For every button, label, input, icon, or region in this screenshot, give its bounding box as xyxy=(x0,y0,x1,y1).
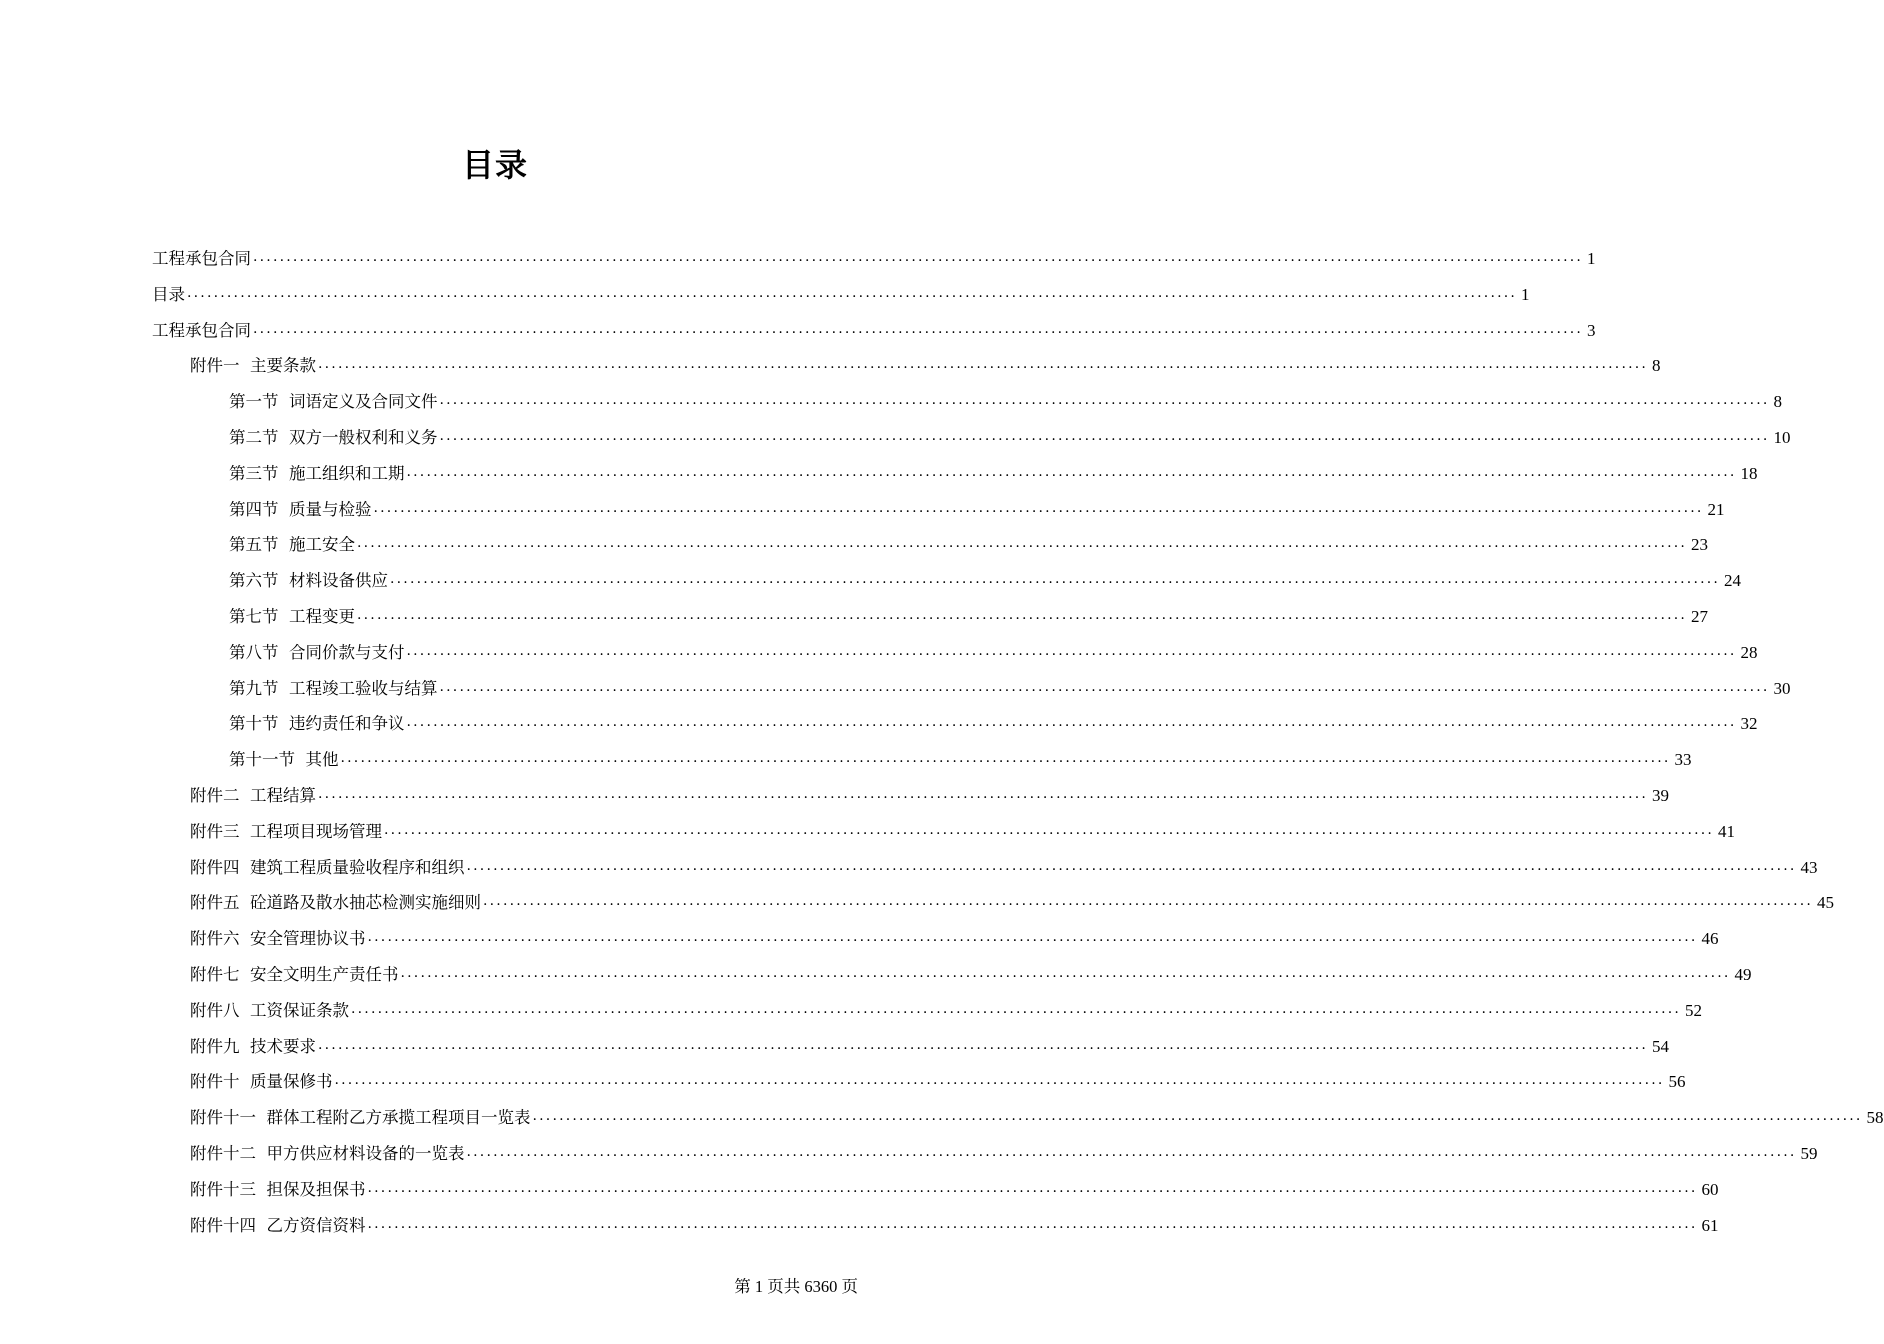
toc-entry-label: 目录 xyxy=(152,284,185,304)
toc-entry-page-number: 59 xyxy=(1800,1144,1818,1163)
toc-leader-dots: ........................................................................................................................................................................................................ xyxy=(466,1144,1797,1160)
toc-entry[interactable] xyxy=(190,347,1661,377)
toc-entry-page-number: 46 xyxy=(1701,929,1719,949)
toc-leader-dots: ........................................................................................................................................................................................................ xyxy=(532,1108,1863,1125)
toc-leader-dots: ........................................................................................................................................................................................................ xyxy=(384,821,1715,838)
toc-entry-label: 工程承包合同 xyxy=(152,320,251,340)
toc-entry-page-number: 3 xyxy=(1587,320,1596,340)
toc-entry[interactable] xyxy=(190,956,1752,986)
toc-entry-label: 附件五 砼道路及散水抽芯检测实施细则 xyxy=(190,893,481,913)
toc-entry-page-number: 23 xyxy=(1691,535,1709,555)
toc-entry-page-number: 24 xyxy=(1724,571,1742,591)
toc-entry-label: 附件十二 甲方供应材料设备的一览表 xyxy=(190,1144,465,1163)
toc-entry[interactable] xyxy=(190,884,1835,914)
toc-entry[interactable] xyxy=(229,562,1742,592)
toc-entry-label: 附件四 建筑工程质量验收程序和组织 xyxy=(190,857,465,877)
toc-entry-page-number: 27 xyxy=(1691,607,1709,626)
toc-entry[interactable] xyxy=(152,276,1530,306)
toc-entry-label: 附件十一 群体工程附乙方承揽工程项目一览表 xyxy=(190,1108,531,1128)
toc-entry-label: 第十节 违约责任和争议 xyxy=(229,714,405,734)
toc-leader-dots: ........................................................................................................................................................................................................ xyxy=(373,499,1704,516)
toc-entry[interactable] xyxy=(229,383,1783,413)
toc-entry-label: 附件十三 担保及担保书 xyxy=(190,1179,366,1199)
toc-entry-page-number: 1 xyxy=(1587,249,1596,268)
toc-leader-dots: ........................................................................................................................................................................................................ xyxy=(318,1036,1649,1053)
toc-leader-dots: ........................................................................................................................................................................................................ xyxy=(439,678,1770,695)
toc-entry-label: 附件二 工程结算 xyxy=(190,786,316,805)
toc-leader-dots: ........................................................................................................................................................................................................ xyxy=(318,786,1649,802)
toc-entry[interactable] xyxy=(190,1171,1719,1201)
toc-entry[interactable] xyxy=(229,526,1709,556)
toc-entry[interactable] xyxy=(229,491,1725,521)
page-title: 目录 xyxy=(461,146,528,184)
toc-entry[interactable] xyxy=(190,1135,1818,1165)
toc-entry-page-number: 28 xyxy=(1740,642,1758,662)
toc-entry-label: 第六节 材料设备供应 xyxy=(229,571,388,591)
toc-entry-page-number: 18 xyxy=(1740,463,1758,483)
toc-leader-dots: ........................................................................................................................................................................................................ xyxy=(483,893,1814,910)
toc-entry-page-number: 45 xyxy=(1817,893,1835,913)
toc-entry[interactable] xyxy=(190,849,1818,879)
toc-leader-dots: ........................................................................................................................................................................................................ xyxy=(357,535,1688,552)
toc-entry[interactable] xyxy=(229,670,1791,700)
toc-entry-label: 第九节 工程竣工验收与结算 xyxy=(229,678,438,698)
toc-entry-label: 附件十四 乙方资信资料 xyxy=(190,1215,366,1235)
toc-entry-page-number: 43 xyxy=(1800,857,1818,877)
toc-entry-label: 第十一节 其他 xyxy=(229,750,339,770)
toc-leader-dots: ........................................................................................................................................................................................................ xyxy=(439,428,1770,444)
toc-entry[interactable] xyxy=(190,992,1703,1022)
toc-entry-page-number: 52 xyxy=(1685,1000,1703,1020)
toc-entry-label: 第三节 施工组织和工期 xyxy=(229,463,405,483)
toc-entry[interactable] xyxy=(190,777,1670,807)
toc-entry[interactable] xyxy=(190,1099,1884,1129)
toc-entry[interactable] xyxy=(229,419,1791,449)
toc-leader-dots: ........................................................................................................................................................................................................ xyxy=(340,750,1671,767)
toc-entry[interactable] xyxy=(229,455,1758,485)
toc-entry-page-number: 21 xyxy=(1707,499,1725,519)
toc-leader-dots: ........................................................................................................................................................................................................ xyxy=(367,1215,1698,1232)
toc-entry-page-number: 54 xyxy=(1652,1036,1670,1056)
toc-entry-page-number: 56 xyxy=(1668,1072,1686,1092)
toc-entry-label: 附件七 安全文明生产责任书 xyxy=(190,965,399,984)
toc-leader-dots: ........................................................................................................................................................................................................ xyxy=(367,1179,1698,1196)
toc-leader-dots: ........................................................................................................................................................................................................ xyxy=(406,714,1737,731)
toc-entry[interactable] xyxy=(190,920,1719,950)
toc-entry-label: 第五节 施工安全 xyxy=(229,535,355,555)
toc-entry-label: 第七节 工程变更 xyxy=(229,607,355,626)
toc-entry[interactable] xyxy=(190,1028,1670,1058)
toc-entry-label: 附件六 安全管理协议书 xyxy=(190,929,366,949)
toc-entry-label: 附件一 主要条款 xyxy=(190,356,316,376)
toc-entry[interactable] xyxy=(229,634,1758,664)
toc-entry[interactable] xyxy=(229,741,1692,771)
toc-entry-page-number: 49 xyxy=(1734,965,1752,984)
toc-entry-page-number: 10 xyxy=(1773,428,1791,447)
toc-leader-dots: ........................................................................................................................................................................................................ xyxy=(351,1000,1682,1017)
toc-leader-dots: ........................................................................................................................................................................................................ xyxy=(187,284,1518,301)
toc-entry-page-number: 39 xyxy=(1652,786,1670,805)
toc-leader-dots: ........................................................................................................................................................................................................ xyxy=(406,642,1737,659)
toc-entry-page-number: 41 xyxy=(1718,821,1736,841)
toc-leader-dots: ........................................................................................................................................................................................................ xyxy=(400,965,1731,981)
toc-leader-dots: ........................................................................................................................................................................................................ xyxy=(253,320,1584,337)
toc-entry-label: 工程承包合同 xyxy=(152,249,251,268)
toc-entry[interactable] xyxy=(229,598,1709,628)
toc-leader-dots: ........................................................................................................................................................................................................ xyxy=(367,929,1698,946)
toc-entry-label: 附件十 质量保修书 xyxy=(190,1072,333,1092)
toc-entry-page-number: 1 xyxy=(1521,284,1530,304)
toc-entry-page-number: 8 xyxy=(1773,392,1783,412)
toc-entry[interactable] xyxy=(152,312,1596,342)
toc-entry-page-number: 58 xyxy=(1866,1108,1884,1128)
toc-entry-page-number: 33 xyxy=(1674,750,1692,770)
toc-entry-label: 第八节 合同价款与支付 xyxy=(229,642,405,662)
toc-leader-dots: ........................................................................................................................................................................................................ xyxy=(334,1072,1665,1089)
toc-entry[interactable] xyxy=(229,705,1758,735)
toc-leader-dots: ........................................................................................................................................................................................................ xyxy=(390,571,1721,588)
toc-entry[interactable] xyxy=(190,813,1736,843)
toc-entry-label: 附件九 技术要求 xyxy=(190,1036,316,1056)
toc-entry-page-number: 60 xyxy=(1701,1179,1719,1199)
toc-entry-page-number: 30 xyxy=(1773,678,1791,698)
toc-leader-dots: ........................................................................................................................................................................................................ xyxy=(406,463,1737,480)
toc-entry[interactable] xyxy=(152,240,1596,270)
toc-leader-dots: ........................................................................................................................................................................................................ xyxy=(439,392,1770,409)
page-footer: 第 1 页共 6360 页 xyxy=(734,1277,858,1296)
toc-leader-dots: ........................................................................................................................................................................................................ xyxy=(357,607,1688,623)
toc-entry-label: 第四节 质量与检验 xyxy=(229,499,372,519)
toc-entry-label: 附件八 工资保证条款 xyxy=(190,1000,349,1020)
toc-leader-dots: ........................................................................................................................................................................................................ xyxy=(253,249,1584,265)
toc-entry[interactable] xyxy=(190,1207,1719,1237)
toc-leader-dots: ........................................................................................................................................................................................................ xyxy=(466,857,1797,874)
toc-entry[interactable] xyxy=(190,1063,1686,1093)
toc-entry-page-number: 61 xyxy=(1701,1215,1719,1235)
toc-leader-dots: ........................................................................................................................................................................................................ xyxy=(318,356,1649,373)
toc-entry-label: 第一节 词语定义及合同文件 xyxy=(229,392,438,412)
toc-entry-label: 第二节 双方一般权利和义务 xyxy=(229,428,438,447)
toc-entry-label: 附件三 工程项目现场管理 xyxy=(190,821,382,841)
toc-entry-page-number: 8 xyxy=(1652,356,1661,376)
toc-entry-page-number: 32 xyxy=(1740,714,1758,734)
